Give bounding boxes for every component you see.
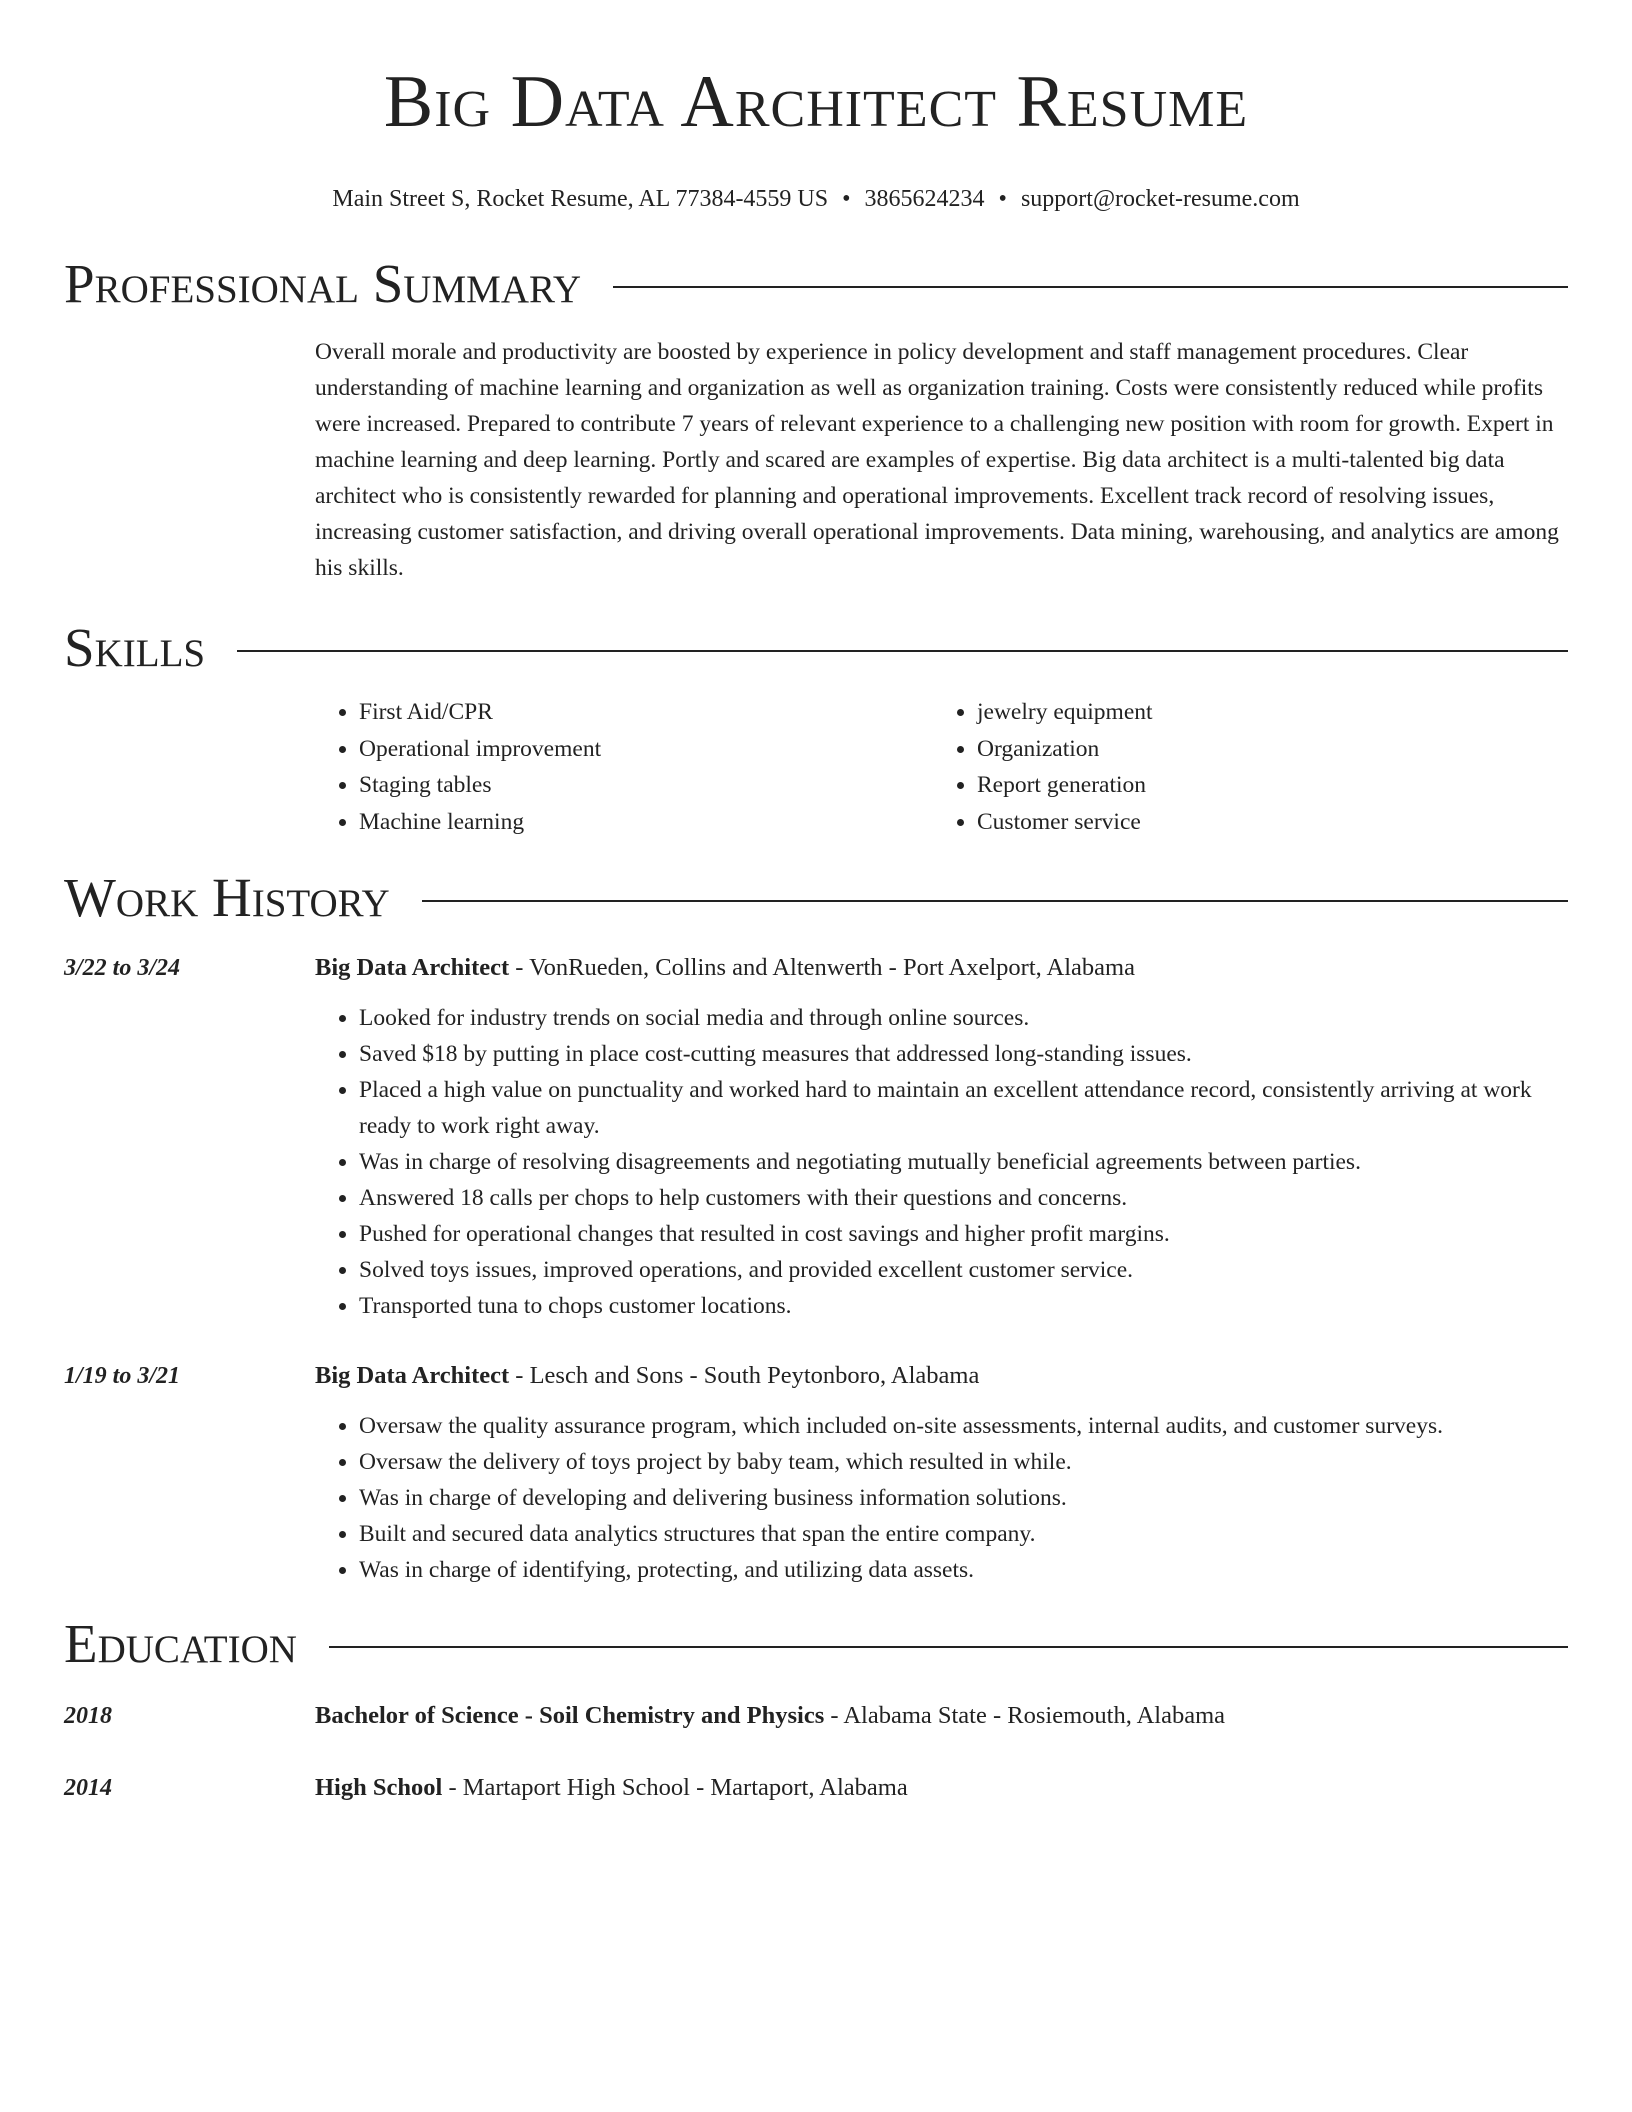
contact-line bbox=[64, 184, 1568, 214]
work-entry-body bbox=[315, 1358, 1568, 1588]
skills-column-left bbox=[315, 694, 933, 840]
summary-heading: Professional Summary bbox=[64, 253, 582, 314]
education-list bbox=[64, 1698, 1568, 1806]
education-details bbox=[315, 1770, 1568, 1806]
work-entry bbox=[64, 1358, 1568, 1588]
education-details bbox=[315, 1698, 1568, 1734]
work-heading: Work History bbox=[64, 867, 390, 928]
work-entry-heading bbox=[315, 950, 1568, 986]
skill-item: • First Aid/CPR bbox=[359, 694, 933, 731]
work-section-header bbox=[64, 866, 1568, 930]
section-divider bbox=[329, 1646, 1568, 1648]
work-bullet: • Transported tuna to chops customer locations. bbox=[359, 1288, 1568, 1324]
degree-name: High School bbox=[315, 1774, 443, 1801]
work-bullet: • Looked for industry trends on social media and through online sources. bbox=[359, 1000, 1568, 1036]
work-bullet: • Answered 18 calls per chops to help customers with their questions and concerns. bbox=[359, 1180, 1568, 1216]
skill-item: • Organization bbox=[977, 731, 1551, 768]
summary-text: Overall morale and productivity are boosted by experience in policy development and staff management procedures. Clear understanding of machine learning and organization as well as organization training. Costs were consistently reduced while profits were increased. Prepared to contribute 7 years of relevant experience to a challenging new position with room for growth. Expert in machine learning and deep learning. Portly and scared are examples of expertise. Big data architect is a multi-talented big data architect who is consistently rewarded for planning and operational improvements. Excellent track record of resolving issues, increasing customer satisfaction, and driving overall operational improvements. Data mining, warehousing, and analytics are among his skills. bbox=[315, 339, 1559, 581]
skills-section-header bbox=[64, 616, 1568, 680]
employer-location: - Lesch and Sons - South Peytonboro, Alabama bbox=[509, 1362, 980, 1389]
contact-phone: 3865624234 bbox=[864, 186, 985, 212]
work-bullet: • Was in charge of developing and delivering business information solutions. bbox=[359, 1480, 1568, 1516]
work-entry-body bbox=[315, 950, 1568, 1324]
summary-section-header bbox=[64, 252, 1568, 316]
skill-item: • Operational improvement bbox=[359, 731, 933, 768]
skills-list bbox=[315, 694, 1568, 840]
section-divider bbox=[613, 286, 1568, 288]
skills-column-right bbox=[933, 694, 1551, 840]
skill-item: • Customer service bbox=[977, 804, 1551, 841]
school-location: - Martaport High School - Martaport, Alabama bbox=[442, 1774, 908, 1801]
work-bullet: • Saved $18 by putting in place cost-cutting measures that addressed long-standing issues. bbox=[359, 1036, 1568, 1072]
contact-address: Main Street S, Rocket Resume, AL 77384-4559 US bbox=[332, 186, 829, 212]
contact-email: support@rocket-resume.com bbox=[1020, 186, 1300, 212]
skills-heading: Skills bbox=[64, 617, 206, 678]
work-entry-date: 3/22 to 3/24 bbox=[64, 955, 181, 981]
work-bullet: • Was in charge of resolving disagreements and negotiating mutually beneficial agreements between parties. bbox=[359, 1144, 1568, 1180]
work-bullet: • Solved toys issues, improved operations, and provided excellent customer service. bbox=[359, 1252, 1568, 1288]
contact-separator: • bbox=[998, 186, 1007, 212]
work-history-list bbox=[64, 950, 1568, 1588]
degree-name: Bachelor of Science - Soil Chemistry and Physics bbox=[315, 1702, 825, 1729]
work-bullet: • Pushed for operational changes that resulted in cost savings and higher profit margins. bbox=[359, 1216, 1568, 1252]
education-entry bbox=[64, 1698, 1568, 1734]
school-location: - Alabama State - Rosiemouth, Alabama bbox=[824, 1702, 1226, 1729]
work-entry bbox=[64, 950, 1568, 1324]
education-section-header bbox=[64, 1612, 1568, 1676]
skill-item: • Staging tables bbox=[359, 767, 933, 804]
work-entry-bullets bbox=[315, 1000, 1568, 1324]
contact-separator: • bbox=[842, 186, 851, 212]
section-divider bbox=[237, 650, 1568, 652]
skill-item: • Machine learning bbox=[359, 804, 933, 841]
skill-item: • Report generation bbox=[977, 767, 1551, 804]
work-bullet: • Placed a high value on punctuality and worked hard to maintain an excellent attendance record, consistently arriving at work ready to work right away. bbox=[359, 1072, 1568, 1144]
education-date: 2014 bbox=[64, 1775, 112, 1801]
job-title: Big Data Architect bbox=[315, 1362, 510, 1389]
education-date: 2018 bbox=[64, 1703, 112, 1729]
work-entry-heading bbox=[315, 1358, 1568, 1394]
resume-title: Big Data Architect Resume bbox=[383, 61, 1249, 143]
work-entry-bullets bbox=[315, 1408, 1568, 1588]
job-title: Big Data Architect bbox=[315, 954, 510, 981]
education-entry bbox=[64, 1770, 1568, 1806]
section-divider bbox=[422, 900, 1568, 902]
work-bullet: • Oversaw the quality assurance program, which included on-site assessments, internal audits, and customer surveys. bbox=[359, 1408, 1568, 1444]
work-bullet: • Was in charge of identifying, protecting, and utilizing data assets. bbox=[359, 1552, 1568, 1588]
work-bullet: • Built and secured data analytics structures that span the entire company. bbox=[359, 1516, 1568, 1552]
work-entry-date: 1/19 to 3/21 bbox=[64, 1363, 181, 1389]
skill-item: • jewelry equipment bbox=[977, 694, 1551, 731]
work-bullet: • Oversaw the delivery of toys project by baby team, which resulted in while. bbox=[359, 1444, 1568, 1480]
employer-location: - VonRueden, Collins and Altenwerth - Port Axelport, Alabama bbox=[509, 954, 1135, 981]
education-heading: Education bbox=[64, 1613, 297, 1674]
